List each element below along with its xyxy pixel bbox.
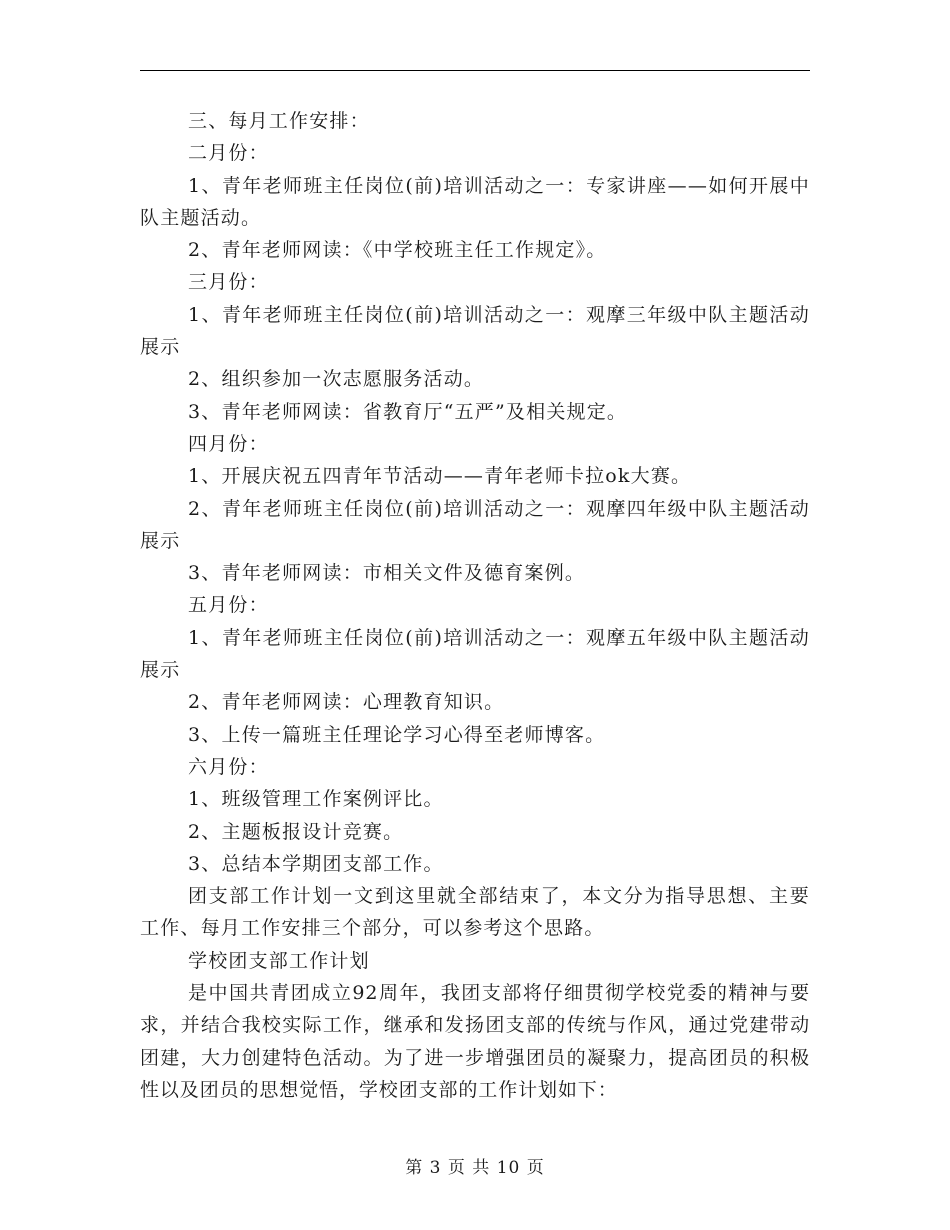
paragraph: 2、组织参加一次志愿服务活动。 — [188, 368, 485, 391]
paragraph: 2、主题板报设计竞赛。 — [188, 820, 404, 843]
month-heading-may: 五月份： — [188, 594, 269, 617]
month-heading-june: 六月份： — [188, 755, 269, 778]
header-rule — [140, 70, 810, 71]
paragraph: 2、青年老师网读：心理教育知识。 — [188, 691, 505, 714]
section-heading: 三、每月工作安排： — [188, 110, 370, 132]
page-number: 第 3 页 共 10 页 — [405, 1158, 545, 1178]
month-heading-april: 四月份： — [188, 432, 269, 455]
month-heading-march: 三月份： — [188, 271, 269, 294]
paragraph: 2、青年老师班主任岗位(前)培训活动之一：观摩四年级中队主题活动展示 — [140, 497, 810, 552]
paragraph: 3、青年老师网读：市相关文件及德育案例。 — [188, 562, 586, 585]
paragraph: 1、青年老师班主任岗位(前)培训活动之一：观摩五年级中队主题活动展示 — [140, 626, 810, 682]
paragraph: 1、班级管理工作案例评比。 — [188, 788, 444, 811]
paragraph: 3、上传一篇班主任理论学习心得至老师博客。 — [188, 723, 606, 746]
paragraph: 3、总结本学期团支部工作。 — [188, 852, 444, 875]
intro-paragraph: 是中国共青团成立92周年，我团支部将仔细贯彻学校党委的精神与要求，并结合我校实际工作，继承和发扬团支部的传统与作风，通过党建带动团建，大力创建特色活动。为了进一步增强团员的凝聚力，提高团员的积极性以及团员的思想觉悟，学校团支部的工作计划如下： — [140, 982, 810, 1101]
subheading: 学校团支部工作计划 — [188, 949, 370, 972]
paragraph: 3、青年老师网读：省教育厅“五严”及相关规定。 — [188, 400, 628, 423]
summary-paragraph: 团支部工作计划一文到这里就全部结束了，本文分为指导思想、主要工作、每月工作安排三个部分，可以参考这个思路。 — [140, 885, 810, 940]
document-body — [140, 105, 810, 1106]
paragraph: 1、青年老师班主任岗位(前)培训活动之一：观摩三年级中队主题活动展示 — [140, 303, 810, 359]
paragraph: 1、青年老师班主任岗位(前)培训活动之一：专家讲座——如何开展中队主题活动。 — [140, 174, 810, 229]
paragraph: 1、开展庆祝五四青年节活动——青年老师卡拉ok大赛。 — [188, 465, 692, 488]
month-heading-february: 二月份： — [188, 142, 269, 165]
paragraph: 2、青年老师网读：《中学校班主任工作规定》。 — [188, 239, 607, 262]
